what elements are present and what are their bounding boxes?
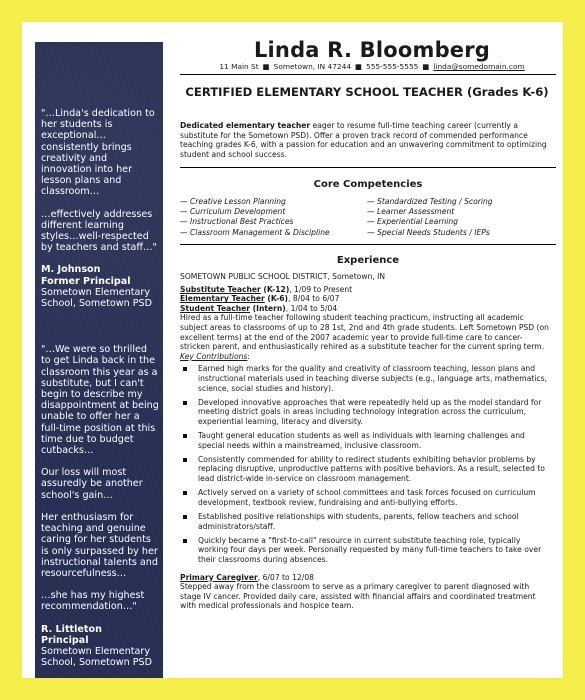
list-item: Actively served on a variety of school committees and task forces focused on curriculum development, textbook review, fundraising and anti-bullying efforts.: [180, 488, 550, 507]
list-item: Established positive relationships with students, parents, fellow teachers and school administrators/staff.: [180, 512, 550, 531]
candidate-name: Linda R. Bloomberg: [253, 38, 491, 62]
employer: SOMETOWN PUBLIC SCHOOL DISTRICT, Sometown, IN: [180, 272, 386, 281]
competency-item: — Classroom Management & Discipline: [180, 227, 330, 237]
divider: [180, 244, 556, 245]
list-item: Consistently commended for ability to redirect students exhibiting behavior problems by replacing disruptive, unproductive patterns with positive behaviors. As a result, selected to lead district-wide in-service on classroom management.: [180, 455, 550, 484]
competency-item: — Learner Assessment: [367, 207, 455, 217]
divider: [180, 167, 556, 168]
list-item: Earned high marks for the quality and creativity of classroom teaching, lesson plans and instructional materials used in teaching diverse subjects (e.g., language arts, mathematics, science, social studies and history).: [180, 364, 550, 393]
contributions-list: [180, 364, 550, 564]
resume-headline: CERTIFIED ELEMENTARY SCHOOL TEACHER (Grades K-6): [185, 85, 549, 99]
role-description: Stepped away from the classroom to serve as a primary caregiver to parent diagnosed with stage IV cancer. Provided daily care, assisted with financial affairs and coordinated treatment with medical professionals and hospice team.: [180, 582, 536, 611]
role-line: [180, 573, 550, 583]
testimonial-author-title: Principal: [41, 634, 89, 646]
key-contributions-label: Key Contributions: [180, 351, 248, 361]
role-line: [180, 304, 550, 314]
testimonial-quote: …effectively addresses different learning styles…well-respected by teachers and staff…": [41, 208, 157, 254]
competencies-right-column: [367, 197, 557, 238]
resume-page: [22, 22, 563, 678]
role-title: Primary Caregiver: [180, 572, 258, 582]
list-item: Taught general education students as well as individuals with learning challenges and special needs within a mainstreamed, inclusive classroom.: [180, 431, 550, 450]
testimonial-quote: Our loss will most assuredly be another school's gain…: [41, 467, 143, 501]
role-description: Hired as a full-time teacher following student teaching practicum, instructing all academic subject areas to classrooms of up to 28 1st, 2nd and 4th grade students. Left Sometown PSD (on excellent terms) at the end of the 2007 academic year to provide full-time care to cancer-stricken parent, and enthusiastically rehired as a substitute teacher for the current spring term.: [180, 313, 549, 352]
competencies-left-column: [180, 197, 370, 238]
role-dates: , 1/04 to 5/04: [285, 303, 338, 313]
testimonial-quote: "…We were so thrilled to get Linda back in the classroom this year as a substitute, but I can't begin to describe my disappointment at being unable to offer her a full-time position at this time due to budget cutbacks…: [41, 344, 159, 457]
testimonial-author-name: R. Littleton: [41, 623, 102, 635]
testimonial-author-title: Former Principal: [41, 275, 131, 287]
competency-item: — Creative Lesson Planning: [180, 197, 286, 206]
role-dates: , 6/07 to 12/08: [257, 572, 314, 582]
contact-address: 11 Main St: [219, 62, 259, 71]
competency-item: — Curriculum Development: [180, 207, 286, 217]
testimonial-quote: Her enthusiasm for teaching and genuine caring for her students is only surpassed by her instructional talents and resourcefulness…: [41, 511, 158, 579]
contact-email-link[interactable]: linda@somedomain.com: [433, 62, 525, 71]
competency-item: — Special Needs Students / IEPs: [367, 227, 490, 237]
testimonial-author-org: Sometown Elementary School, Sometown PSD: [41, 645, 153, 669]
competency-item: — Experiential Learning: [367, 217, 459, 227]
list-item: Developed innovative approaches that were repeatedly held up as the model standard for meeting district goals in areas including technology integration across the curriculum, experiential learning, literacy and diversity.: [180, 398, 550, 427]
testimonials-sidebar: [35, 42, 163, 678]
list-item: Quickly became a "first-to-call" resource in current substitute teaching role, typically working four days per week. Personally requested by many full-time teachers to take over their classrooms during absences.: [180, 536, 550, 565]
summary-lead: Dedicated elementary teacher: [180, 121, 311, 130]
experience-section: [180, 272, 550, 611]
role-grades: (Intern): [250, 303, 286, 313]
summary-paragraph: [180, 121, 548, 160]
competency-item: — Instructional Best Practices: [180, 217, 294, 227]
role-line: [180, 294, 550, 304]
contact-phone: 555-555-5555: [366, 62, 419, 71]
testimonial-author-name: M. Johnson: [41, 264, 101, 276]
role-dates: , 1/09 to Present: [289, 284, 353, 294]
testimonial-quote: …she has my highest recommendation…": [41, 590, 145, 613]
contact-line: 11 Main St ■ Sometown, IN 47244 ■ 555-555-5555 ■ linda@somedomain.com: [219, 62, 525, 71]
divider: [180, 74, 556, 75]
key-contributions-label-row: Key Contributions:: [180, 351, 250, 361]
role-line: [180, 285, 550, 295]
role-dates: , 8/04 to 6/07: [288, 294, 340, 304]
role-title: Student Teacher: [180, 303, 251, 313]
contact-city: Sometown, IN 47244: [273, 62, 352, 71]
role-grades: (K-12): [260, 284, 290, 294]
role-grades: (K-6): [264, 294, 289, 304]
testimonial-quote: "…Linda's dedication to her students is exceptional… consistently brings creativity and innovation into her lesson plans and classroom…: [41, 108, 155, 198]
role-title: Elementary Teacher: [180, 294, 265, 304]
role-title: Substitute Teacher: [180, 284, 261, 294]
summary-text: eager to resume full-time teaching career (currently a substitute for the Sometown PSD). Offer a proven track record of commended performance teaching grades K-6, with a passion for education and an unwavering commitment to optimizing student and school success.: [180, 121, 547, 160]
section-title-competencies: Core Competencies: [313, 179, 423, 190]
competency-item: — Standardized Testing / Scoring: [367, 197, 493, 206]
testimonial-author-org: Sometown Elementary School, Sometown PSD: [41, 286, 153, 310]
section-title-experience: Experience: [336, 255, 400, 266]
